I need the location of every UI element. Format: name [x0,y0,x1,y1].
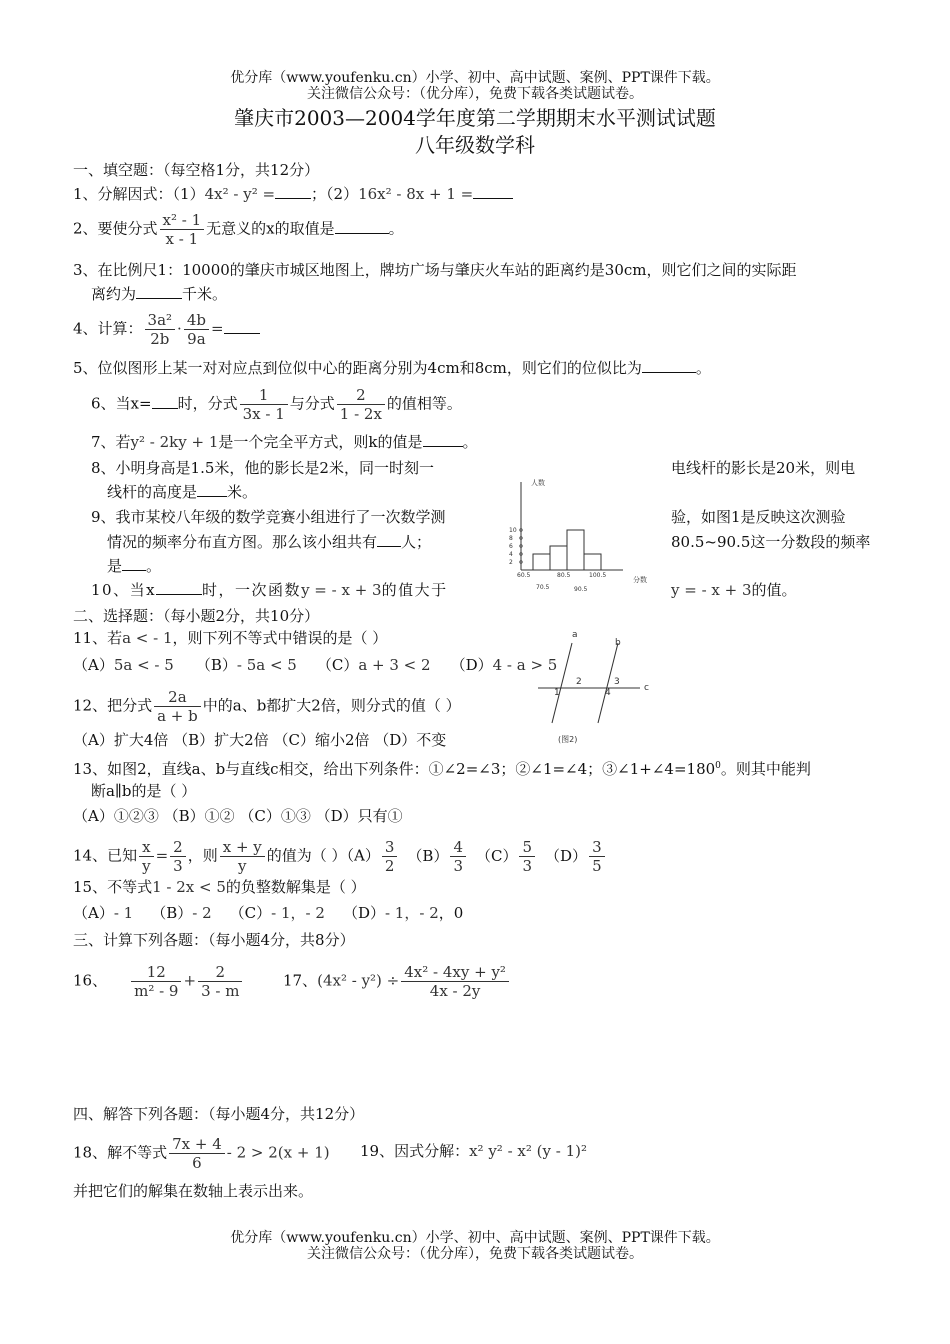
q13-text: 13、如图2，直线a、b与直线c相交，给出下列条件：①∠2=∠3；②∠1=∠4；③∠1+∠4=180 [73,760,716,778]
numerator: x² - 1 [160,211,205,230]
question-4 [73,311,260,348]
q12-text-2: 中的a、b都扩大2倍，则分式的值（ ） [202,696,461,715]
q14-option-b-label: （B） [407,846,449,865]
denominator: y [238,857,247,875]
numerator: x + y [220,838,265,857]
figure-2-lines [538,628,658,748]
footer-line-2: 关注微信公众号：（优分库），免费下载各类试题试卷。 [307,1246,643,1262]
denominator: 4x - 2y [429,982,481,1000]
numerator: 12 [131,963,181,982]
q6-text-4: 的值相等。 [386,394,462,413]
question-11 [73,628,387,648]
q19-expr: x² y² - x² (y - 1)² [469,1142,588,1160]
q9-text-4: 。 [146,557,162,575]
denominator: y [142,857,151,875]
question-9-line-2-right: 80.5~90.5这一分数段的频率 [671,533,871,551]
y-tick-label: 8 [509,535,513,542]
x-axis-label: 分数 [633,576,647,584]
angle-2: 2 [576,677,582,687]
question-10-part-1 [91,580,448,600]
y-ticks [509,527,522,566]
question-17 [283,963,511,1000]
q12-text: 12、把分式 [73,696,153,715]
q7-text-3: 。 [462,433,478,451]
denominator: x - 1 [165,230,199,248]
question-13 [73,756,811,779]
q17-fraction [401,963,509,1000]
q14-fraction-3 [220,838,265,875]
q4-fraction-2 [184,311,209,348]
question-5 [73,358,711,378]
question-12 [73,688,461,725]
answer-blank[interactable] [473,198,513,199]
question-8-part-1: 8、小明身高是1.5米，他的影长是2米，同一时刻一 [91,459,434,477]
separator: ， [404,904,420,922]
q19-text: 19、因式分解： [360,1142,470,1160]
q16-fraction-1 [131,963,181,1000]
q10-function: y = - x + 3 [301,581,382,599]
angle-1: 1 [554,688,560,698]
question-15-options [73,903,463,923]
q11-option-c[interactable]: a + 3 < 2 [358,656,431,674]
denominator: 2 [384,857,395,875]
q15-inequality: 1 - 2x < 5 [152,878,226,896]
denominator: 6 [192,1154,202,1172]
denominator: m² - 9 [134,982,179,1000]
header-line-2: 关注微信公众号：（优分库），免费下载各类试题试卷。 [307,86,643,102]
y-tick-label: 6 [509,543,513,550]
answer-blank[interactable] [122,570,146,571]
question-13-line-2: 断a∥b的是（ ） [91,782,197,800]
q10-function-2: y = - x + 3 [671,581,752,599]
q8-text-2: 米。 [227,483,258,501]
y-tick-label: 10 [509,527,517,534]
q3-text-2: 千米。 [182,285,228,303]
numerator: 3 [589,838,605,857]
question-3-line-2 [91,284,227,304]
numerator: 2 [337,386,385,405]
q11-text-2: ，则下列不等式中错误的是（ ） [172,629,388,647]
q11-option-d[interactable]: 4 - a > 5 [492,656,558,674]
denominator: 2b [150,330,170,348]
q15-option-d-label: （D） [342,904,385,922]
answer-blank[interactable] [335,233,389,234]
header-line-1: 优分库（www.youfenku.cn）小学、初中、高中试题、案例、PPT课件下载。 [230,70,720,86]
numerator: 2a [154,688,201,707]
q15-text-2: 的负整数解集是（ ） [225,878,366,896]
question-9-part-1: 9、我市某校八年级的数学竞赛小组进行了一次数学测 [91,508,446,526]
question-13-options: （A）①②③ （B）①② （C）①③ （D）只有① [73,807,403,825]
question-18 [73,1135,330,1172]
q10-text-4: 的值。 [751,581,797,599]
q1-text-2: ；（2） [311,185,359,203]
question-9-line-2 [107,532,431,552]
histogram-bar [533,554,550,570]
q9-text-2: 人； [401,533,432,551]
q18-inequality: - 2 > 2(x + 1) [226,1143,330,1162]
q13-text-2: 。则其中能判 [720,760,811,778]
figure-1-histogram [503,470,663,598]
q6-text-2: 时，分式 [177,394,238,413]
q10-text: 10、当x [91,581,157,599]
q13-degree: 0 [715,761,721,771]
q11-option-a[interactable]: 5a < - 5 [113,656,174,674]
q7-text: 7、若 [91,433,131,451]
exam-title: 肇庆市2003—2004学年度第二学期期末水平测试试题 [234,106,716,130]
q11-option-a-label: （A） [73,656,114,674]
denominator: 3 [453,857,463,875]
x-tick-90-5: 90.5 [574,586,588,593]
question-10-part-2 [671,580,797,600]
q15-option-b[interactable]: - 2 [192,904,212,922]
q15-option-d-1: - 1 [384,904,405,922]
q18-fraction [169,1135,225,1172]
question-2 [73,211,404,248]
answer-blank[interactable] [224,333,260,334]
q7-expr: y² - 2ky + 1 [130,433,219,451]
q11-option-b[interactable]: - 5a < 5 [236,656,297,674]
q1-text: 1、分解因式：（1） [73,185,205,203]
section-1-heading: 一、填空题：（每空格1分，共12分） [73,161,320,179]
x-tick-60-5: 60.5 [517,572,531,579]
label-a: a [572,630,578,640]
q10-text-3: 的值大于 [381,581,448,599]
q4-equals: = [210,319,224,338]
q3-text: 离约为 [91,285,137,303]
y-tick-label: 2 [509,559,513,566]
q5-text: 5、位似图形上某一对对应点到位似中心的距离分别为4cm和8cm，则它们的位似比为 [73,359,642,377]
q15-option-d-2: - 2 [419,904,439,922]
denominator: 5 [592,857,602,875]
numerator: 7x + 4 [169,1135,225,1154]
q15-option-c-label: （C） [229,904,272,922]
x-tick-80-5: 80.5 [557,572,571,579]
q14-option-d-label: （D） [545,846,588,865]
separator: ， [290,904,306,922]
q11-condition: a < - 1 [122,629,173,647]
q6-text-3: 与分式 [289,394,335,413]
answer-blank[interactable] [152,408,178,409]
x-tick-70-5: 70.5 [536,584,550,591]
q15-text: 15、不等式 [73,878,153,896]
denominator: 1 - 2x [339,405,382,423]
numerator: 3a² [145,311,176,330]
q14-option-b[interactable] [450,838,466,875]
denominator: 9a [187,330,206,348]
question-15 [73,877,366,897]
line-a [552,643,572,723]
answer-blank[interactable] [156,594,202,595]
q7-text-2: 是一个完全平方式，则k的值是 [218,433,423,451]
question-8-line-2 [107,482,257,502]
answer-blank[interactable] [423,446,463,447]
q2-text: 2、要使分式 [73,219,158,238]
q1-expr-2: 16x² - 8x + 1 = [358,185,474,203]
q11-option-d-label: （D） [450,656,493,674]
question-3-line-1: 3、在比例尺1：10000的肇庆市城区地图上，牌坊广场与肇庆火车站的距离约是30cm，则它们之间的实际距 [73,261,797,279]
question-11-options [73,655,557,675]
question-1 [73,184,513,204]
label-b: b [615,638,621,648]
q4-dot: · [177,319,182,338]
exam-subtitle: 八年级数学科 [415,133,535,157]
question-9-part-2: 验，如图1是反映这次测验 [671,508,846,526]
denominator: 3 - m [201,982,240,1000]
question-6 [91,386,462,423]
q15-option-d-end: ，0 [438,904,464,922]
figure-2-caption: (图2) [558,735,578,744]
q15-option-c-2: - 2 [305,904,325,922]
numerator: 2 [198,963,242,982]
numerator: x [139,838,153,857]
denominator: 3 [522,857,533,875]
y-tick-label: 4 [509,551,513,558]
q11-option-c-label: （C） [316,656,359,674]
numerator: 4 [450,838,466,857]
numerator: 2 [170,838,186,857]
q12-fraction [154,688,201,725]
numerator: 4b [184,311,209,330]
question-12-options: （A）扩大4倍 （B）扩大2倍 （C）缩小2倍 （D）不变 [73,731,447,749]
answer-blank[interactable] [136,298,182,299]
q17-text: 17、 [283,971,318,990]
q2-fraction [160,211,205,248]
angle-3: 3 [614,677,620,687]
y-axis-label: 人数 [531,479,545,487]
section-2-heading: 二、选择题：（每小题2分，共10分） [73,607,320,625]
question-7 [91,432,478,452]
denominator: a + b [157,707,198,725]
histogram-bar [567,530,584,570]
x-tick-100-5: 100.5 [589,572,607,579]
numerator: 3 [382,838,398,857]
q6-fraction-1 [240,386,288,423]
footer-line-1: 优分库（www.youfenku.cn）小学、初中、高中试题、案例、PPT课件下载。 [230,1230,720,1246]
q4-text: 4、计算： [73,319,143,338]
label-c: c [644,683,649,693]
q14-fraction-2 [170,838,186,875]
q16-text: 16、 [73,971,108,990]
question-8-part-2: 电线杆的影长是20米，则电 [671,459,856,477]
q9-text-3: 是 [107,557,123,575]
q8-text: 线杆的高度是 [107,483,198,501]
denominator: 3 [173,857,183,875]
section-4-heading: 四、解答下列各题：（每小题4分，共12分） [73,1105,365,1123]
question-16 [73,963,244,1000]
q4-fraction-1 [145,311,176,348]
answer-blank[interactable] [642,372,696,373]
q14-option-c-label: （C） [476,846,518,865]
q14-option-a[interactable] [382,838,398,875]
section-3-heading: 三、计算下列各题：（每小题4分，共8分） [73,931,355,949]
q14-fraction-1 [139,838,153,875]
q14-equals: = [155,846,169,865]
numerator: 4x² - 4xy + y² [401,963,509,982]
answer-blank[interactable] [377,546,401,547]
histogram-bar [584,554,601,570]
q14-option-d[interactable] [589,838,605,875]
q16-fraction-2 [198,963,242,1000]
q15-option-b-label: （B） [151,904,193,922]
q11-option-b-label: （B） [195,656,237,674]
answer-blank[interactable] [197,496,227,497]
q11-text: 11、若 [73,629,123,647]
denominator: 3x - 1 [242,405,285,423]
q15-option-d[interactable] [385,904,439,922]
numerator: 1 [240,386,288,405]
question-18-line-2: 并把它们的解集在数轴上表示出来。 [73,1182,314,1200]
q14-text-3: 的值为（ ）（A） [266,846,380,865]
q14-option-c[interactable] [519,838,535,875]
q6-text: 6、当x= [91,394,152,413]
angle-4: 4 [605,688,611,698]
answer-blank[interactable] [275,198,311,199]
numerator: 5 [519,838,535,857]
q14-text-2: ，则 [187,846,218,865]
question-14 [73,838,607,875]
q17-prefix: (4x² - y²) ÷ [317,971,400,990]
q1-expr-1: 4x² - y² = [204,185,276,203]
histogram-bar [550,546,567,570]
q9-text: 情况的频率分布直方图。那么该小组共有 [107,533,378,551]
bars [533,530,601,570]
q10-text-2: 时，一次函数 [202,581,302,599]
q15-option-a-label: （A） [73,904,114,922]
q15-option-c[interactable] [271,904,325,922]
q15-option-c-1: - 1 [271,904,291,922]
q16-plus: + [183,971,197,990]
q15-option-a[interactable]: - 1 [113,904,134,922]
q2-text-3: 。 [388,219,404,238]
q18-text: 18、解不等式 [73,1143,168,1162]
question-19 [360,1141,587,1161]
q6-fraction-2 [337,386,385,423]
q14-text: 14、已知 [73,846,138,865]
q2-text-2: 无意义的x的取值是 [206,219,335,238]
question-9-line-3 [107,556,161,576]
q5-text-2: 。 [695,359,711,377]
